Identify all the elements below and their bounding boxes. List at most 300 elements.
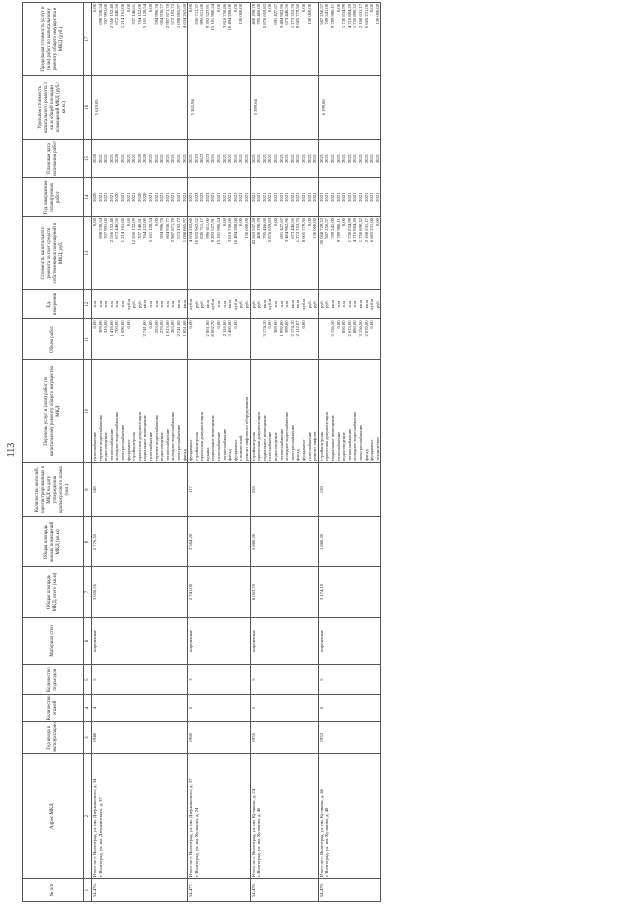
work-name: теплоснабжение xyxy=(346,428,352,461)
work-volume: 1 013,00 xyxy=(164,320,170,337)
column-header: Удельная стоимость капитального ремонта 1 кв.м общей площади помещений МКД (руб./кв.м.) xyxy=(23,75,84,139)
work-name: горячее водоснабжение xyxy=(153,414,159,461)
address-line: Итого по г. Волгоград, ул. им. Дзержинского, д. 34 xyxy=(92,778,97,878)
work-name: газоснабжение xyxy=(216,431,222,461)
work-unit: кв.м xyxy=(181,299,187,309)
work-volume xyxy=(312,320,318,358)
work-date: 2021 xyxy=(295,153,301,164)
work-name: фасад xyxy=(363,449,369,461)
work-name: фасад xyxy=(227,449,233,461)
address-line: г. Волгоград, ул. им. Дзержинского, д. 37 xyxy=(97,797,103,878)
work-limit: 0,00 xyxy=(92,4,97,13)
work-unit: п.м xyxy=(153,300,159,308)
work-year: 2021 xyxy=(289,192,295,202)
work-date: 2021 xyxy=(119,153,125,164)
column-header: Общая площадь жилых помещений МКД (кв.м) xyxy=(23,517,84,567)
work-date: 2021 xyxy=(289,153,295,164)
column-number: 2 xyxy=(84,754,92,879)
work-limit: 0,00 xyxy=(147,4,153,13)
work-volume: 0,00 xyxy=(188,320,194,329)
work-year: 2021 xyxy=(210,192,216,202)
work-limit: 0,00 xyxy=(335,4,341,13)
column-header: Год ввода в эксплуатацию xyxy=(23,722,84,754)
residents-cell: 235 xyxy=(250,462,318,517)
work-name: газоснабжение xyxy=(335,431,341,461)
work-cost: 2 556 152,48 xyxy=(108,218,114,243)
work-unit: п.м xyxy=(97,300,103,308)
work-date: 2021 xyxy=(97,153,103,164)
work-unit: п.м xyxy=(221,300,227,308)
work-cost: 0,00 xyxy=(273,218,278,227)
address-cell xyxy=(188,754,251,879)
works-column xyxy=(318,360,381,462)
column-number: 5 xyxy=(84,665,92,695)
work-cost: 573 192,72 xyxy=(175,218,181,239)
work-unit: п.м xyxy=(352,300,358,308)
work-cost: 0,00 xyxy=(221,218,227,227)
works-column xyxy=(250,319,318,360)
work-year: 2021 xyxy=(357,192,363,202)
work-name: холодное водоснабжение xyxy=(114,411,120,461)
work-year: 2021 xyxy=(244,192,250,202)
work-date: 2021 xyxy=(363,153,369,164)
works-column xyxy=(250,360,318,462)
work-year: 2021 xyxy=(374,192,380,202)
work-volume: 316,00 xyxy=(103,320,109,334)
work-volume: 309,00 xyxy=(97,320,103,334)
work-date: 2021 xyxy=(374,153,380,164)
work-cost: 836 711,17 xyxy=(199,218,205,239)
work-unit: руб. xyxy=(238,300,244,309)
living-area-cell: 5 800,20 xyxy=(250,517,318,567)
work-volume: 850,00 xyxy=(341,320,347,334)
work-cost: 707 991,00 xyxy=(103,218,109,239)
column-number: 6 xyxy=(84,617,92,665)
work-cost: 0,00 xyxy=(306,218,312,227)
work-unit: кв.м xyxy=(289,299,295,309)
work-date: 2021 xyxy=(306,153,312,164)
column-header: Стоимость капитального ремонта за счет средств собственников помещений в МКД, руб. xyxy=(23,217,84,290)
work-year: 2020 xyxy=(136,192,142,202)
work-cost: 4 716 884,20 xyxy=(352,218,358,243)
work-date: 2021 xyxy=(153,153,159,164)
work-name: холодное водоснабжение xyxy=(170,411,176,461)
column-number: 12 xyxy=(84,289,92,319)
work-unit: п.м xyxy=(147,300,153,308)
work-limit: 1 214 161,06 xyxy=(119,4,125,29)
work-volume: 399,00 xyxy=(284,320,290,334)
column-number-row xyxy=(84,3,92,902)
work-date: 2021 xyxy=(108,153,114,164)
work-cost: 673 446,56 xyxy=(289,218,295,239)
work-name: электроснабжение xyxy=(289,424,295,461)
work-date: 2021 xyxy=(238,153,244,164)
work-volume: 2 861,00 xyxy=(204,320,210,337)
work-name: фасад xyxy=(181,449,187,461)
work-unit: кв.м xyxy=(227,299,233,309)
work-volume: 2 174,10 xyxy=(289,320,295,337)
row-number: 54.477. xyxy=(188,879,251,902)
work-unit: руб. xyxy=(324,300,330,309)
work-cost: 795 466,00 xyxy=(261,218,267,239)
work-limit: 15 181 980,54 xyxy=(210,4,216,31)
work-name: теплоснабжение xyxy=(221,428,227,461)
work-cost: 587 250,57 xyxy=(324,218,330,239)
work-year: 2020 xyxy=(114,192,120,202)
work-name: теплоснабжение xyxy=(278,428,284,461)
living-area-cell: 1 860,30 xyxy=(318,517,381,567)
work-date: 2021 xyxy=(125,153,131,164)
work-unit: руб. xyxy=(193,300,199,309)
work-year: 2021 xyxy=(131,192,137,202)
work-limit: 9 392 527,91 xyxy=(204,4,210,29)
work-name: фундамент xyxy=(188,439,194,461)
work-volume: 0,00 xyxy=(232,320,238,329)
work-date: 2021 xyxy=(159,153,165,164)
work-volume: 0,00 xyxy=(267,320,273,329)
work-limit: 10 494 288,00 xyxy=(227,4,233,31)
work-limit: 0,00 xyxy=(216,4,222,13)
work-year: 2021 xyxy=(306,192,312,202)
work-limit: 0,00 xyxy=(267,4,273,13)
work-name: газоснабжение xyxy=(267,431,273,461)
material-cell: кирпичные xyxy=(188,617,251,665)
work-cost: 3 816 750,86 xyxy=(227,218,233,243)
work-unit: руб. xyxy=(244,300,250,309)
entrances-cell: 3 xyxy=(188,665,251,695)
entrances-cell: 5 xyxy=(318,665,381,695)
residents-cell: 120 xyxy=(318,462,381,517)
work-limit: 636 711,37 xyxy=(193,4,199,25)
work-volume: 2 116,00 xyxy=(221,320,227,337)
column-header: Адрес МКД xyxy=(23,754,84,879)
work-date: 2021 xyxy=(170,153,176,164)
work-unit: куб.м xyxy=(300,298,306,310)
column-header: Ед. измерения xyxy=(23,289,84,319)
work-limit: 3 484 982,96 xyxy=(278,4,284,29)
work-unit: п.м xyxy=(108,300,114,308)
total-area-cell: 8 062,70 xyxy=(250,567,318,617)
works-column xyxy=(92,360,188,462)
work-limit: 400 298,78 xyxy=(250,4,256,25)
works-column xyxy=(92,139,188,178)
works-column xyxy=(318,217,381,290)
building-row xyxy=(188,3,251,902)
column-number: 14 xyxy=(84,178,92,217)
work-year: 2021 xyxy=(175,192,181,202)
year-cell: 1955 xyxy=(250,722,318,754)
work-volume: 0,00 xyxy=(147,320,153,329)
work-year: 2021 xyxy=(335,192,341,202)
work-date: 2021 xyxy=(175,153,181,164)
column-number: 17 xyxy=(84,3,92,76)
work-name: стройконтроль xyxy=(193,431,199,461)
work-cost: 996 611,00 xyxy=(204,218,210,239)
work-limit: 337 148,61 xyxy=(131,4,137,25)
material-cell: кирпичные xyxy=(250,617,318,665)
work-limit: 130 000,00 xyxy=(238,4,244,25)
work-year: 2021 xyxy=(119,192,125,202)
column-number: 10 xyxy=(84,360,92,462)
work-unit: п.м xyxy=(119,300,125,308)
work-year: 2021 xyxy=(363,192,369,202)
work-unit: кв.м xyxy=(357,299,363,309)
work-limit: 1 730 834,99 xyxy=(341,4,347,29)
work-unit: кв.м xyxy=(329,299,335,309)
works-column xyxy=(188,3,251,76)
work-name: фундамент xyxy=(300,439,306,461)
work-cost: 15 181 980,54 xyxy=(216,218,222,245)
work-cost: 3 484 982,96 xyxy=(284,218,290,243)
work-unit: руб. xyxy=(374,300,380,309)
repair-plan-table xyxy=(22,2,381,902)
work-cost: 2 168 631,17 xyxy=(363,218,369,243)
work-unit: п.м xyxy=(114,300,120,308)
unit-cost-cell: 5 619,85 xyxy=(92,75,188,139)
works-column xyxy=(188,217,251,290)
work-limit: 130 000,00 xyxy=(374,4,380,25)
work-limit: 673 446,56 xyxy=(284,4,290,25)
total-area-cell: 3 026,55 xyxy=(92,567,188,617)
work-name: горячее водоснабжение xyxy=(97,414,103,461)
work-date: 2021 xyxy=(341,153,347,164)
work-date: 2021 xyxy=(210,153,216,164)
work-unit: п.м xyxy=(284,300,290,308)
work-volume: 2 112,07 xyxy=(295,320,301,337)
work-date: 2021 xyxy=(352,153,358,164)
work-volume: 0,00 xyxy=(125,320,131,329)
work-unit: руб. xyxy=(199,300,205,309)
work-volume: 270,00 xyxy=(159,320,165,334)
year-cell: 1953 xyxy=(318,722,381,754)
work-year: 2021 xyxy=(369,192,375,202)
work-cost: 8 605 779,50 xyxy=(300,218,306,243)
address-line: Итого по г. Волгоград, ул. им. Кутякова, д. 46 xyxy=(318,789,324,878)
column-header: Количество жителей, зарегистрированных в МКД на дату утверждения краткосрочного плана (чел.) xyxy=(23,462,84,517)
work-limit: 4 716 884,20 xyxy=(346,4,352,29)
work-name: теплоснабжение xyxy=(108,428,114,461)
address-cell xyxy=(318,754,381,879)
work-name: ремонт лифтового оборудования xyxy=(244,397,250,461)
column-header: Плановая дата окончания работ xyxy=(23,139,84,178)
work-cost: 16 855 962,52 xyxy=(193,218,199,245)
work-year: 2021 xyxy=(273,192,278,202)
work-cost: 672 446,56 xyxy=(114,218,120,239)
work-limit: 896 611,00 xyxy=(199,4,205,25)
work-cost: 1 214 161,06 xyxy=(119,218,125,243)
work-name: подвальное помещение xyxy=(210,415,216,461)
work-limit: 0,00 xyxy=(232,4,238,13)
address-line: г. Волгоград, ул. им. Кутякова, д. 46 xyxy=(256,807,262,878)
work-date: 2021 xyxy=(232,153,238,164)
unit-cost-cell: 5 399,64 xyxy=(250,75,318,139)
works-column xyxy=(318,178,381,217)
work-cost: 1 098 865,97 xyxy=(181,218,187,243)
column-number: 7 xyxy=(84,567,92,617)
entrances-cell: 5 xyxy=(250,665,318,695)
work-cost: 10 494 288,00 xyxy=(232,218,238,245)
work-unit: кв.м xyxy=(204,299,210,309)
work-date: 2021 xyxy=(346,153,352,164)
work-year: 2021 xyxy=(267,192,273,202)
address-cell xyxy=(250,754,318,879)
work-date: 2021 xyxy=(244,153,250,164)
work-cost: 400 298,78 xyxy=(256,218,262,239)
work-unit: куб.м xyxy=(267,298,273,310)
work-limit: 0,00 xyxy=(125,4,131,13)
work-limit: 789 541,00 xyxy=(324,4,330,25)
work-year: 2021 xyxy=(181,192,187,202)
work-unit: куб.м xyxy=(125,298,131,310)
header-row xyxy=(23,3,84,902)
work-unit: кв.м xyxy=(295,299,301,309)
work-limit: 9 709 980,11 xyxy=(329,4,335,28)
floors-cell: 5 xyxy=(250,694,318,721)
work-limit: 795 466,00 xyxy=(256,4,262,25)
work-volume xyxy=(375,320,381,358)
material-cell: кирпичные xyxy=(318,617,381,665)
work-year: 2021 xyxy=(318,192,324,202)
works-column xyxy=(250,217,318,290)
work-year: 2021 xyxy=(103,192,109,202)
work-year: 2021 xyxy=(278,192,284,202)
work-volume: 3 156,50 xyxy=(329,320,335,337)
total-area-cell: 3 174,10 xyxy=(318,567,381,617)
works-column xyxy=(250,178,318,217)
work-volume: 309,00 xyxy=(273,320,278,334)
column-header: Перечень услуг и (или) работ по капитальному ремонту общего имущества МКД xyxy=(23,360,84,462)
work-name: водоотведение xyxy=(103,432,109,461)
floors-cell: 5 xyxy=(188,694,251,721)
work-limit xyxy=(244,4,250,74)
work-cost: 130 000,00 xyxy=(244,218,250,239)
work-unit: куб.м xyxy=(369,298,375,310)
work-unit: кв.м xyxy=(363,299,369,309)
works-column xyxy=(318,3,381,76)
work-unit: п.м xyxy=(103,300,109,308)
work-name: проектная документация xyxy=(199,412,205,461)
works-column xyxy=(188,289,251,319)
works-column xyxy=(188,319,251,360)
work-volume: 0,00 xyxy=(300,320,306,329)
work-date: 2021 xyxy=(164,153,170,164)
building-row xyxy=(318,3,381,902)
work-limit: 0,00 xyxy=(300,4,306,13)
work-limit: 587 250,57 xyxy=(318,4,324,25)
work-cost: 5 876 659,83 xyxy=(267,218,273,243)
residents-cell: 145 xyxy=(92,462,188,517)
row-number: 54.478. xyxy=(250,879,318,902)
total-area-cell: 2 741,00 xyxy=(188,567,251,617)
column-number: 4 xyxy=(84,694,92,721)
work-name: проектная документация xyxy=(324,412,330,461)
works-column xyxy=(188,178,251,217)
work-volume: 880,00 xyxy=(352,320,358,334)
work-cost: 12 350 132,09 xyxy=(131,218,137,245)
work-unit: руб. xyxy=(250,300,256,309)
work-cost: 337 148,61 xyxy=(136,218,142,239)
work-year: 2021 xyxy=(147,192,153,202)
work-limit: 0,00 xyxy=(188,4,194,13)
works-column xyxy=(188,360,251,462)
column-header: Материал стен xyxy=(23,617,84,665)
work-date: 2021 xyxy=(278,153,284,164)
work-volume: 2 741,00 xyxy=(175,320,181,337)
work-limit: 1 098 865,97 xyxy=(175,4,181,29)
work-limit: 1 273 353,70 xyxy=(289,4,295,29)
work-name: газоснабжение xyxy=(306,431,312,461)
work-cost: 2 987 871,78 xyxy=(170,218,176,243)
work-name: фундамент xyxy=(125,439,131,461)
works-column xyxy=(92,3,188,76)
work-cost: 0,00 xyxy=(374,218,380,227)
work-name: стоимостной xyxy=(238,435,244,461)
work-limit: 672 446,56 xyxy=(114,4,120,25)
work-date: 2021 xyxy=(188,153,194,164)
work-unit: п.м xyxy=(159,300,165,308)
work-volume: 3 174,10 xyxy=(261,320,267,337)
work-name: электроснабжение xyxy=(175,424,181,461)
work-cost: 43 563 537,28 xyxy=(250,218,256,245)
work-limit: 5 161 128,54 xyxy=(142,4,148,29)
work-year: 2023 xyxy=(193,192,199,202)
work-unit: п.м xyxy=(216,300,222,308)
work-limit: 604 936,77 xyxy=(159,4,165,25)
work-year: 2020 xyxy=(142,192,148,202)
work-cost: 1 750 890,32 xyxy=(357,218,363,243)
work-unit: п.м xyxy=(346,300,352,308)
address-cell xyxy=(92,754,188,879)
work-date: 2021 xyxy=(312,153,318,164)
work-date: 2021 xyxy=(131,153,137,164)
address-line: г. Волгоград, ул. им. Кутякова, д. 48 xyxy=(324,807,330,878)
work-name: водоотведение xyxy=(341,432,347,461)
work-date: 2021 xyxy=(324,153,330,164)
work-volume: 2 070,00 xyxy=(363,320,369,337)
work-cost: 0,00 xyxy=(153,218,159,227)
work-year: 2021 xyxy=(295,192,301,202)
work-cost: 9 392 527,91 xyxy=(210,218,216,243)
work-volume: 253,00 xyxy=(153,320,159,334)
work-date: 2021 xyxy=(369,153,375,164)
address-line: Итого по г. Волгоград, ул. им. Кутякова, д. 24 xyxy=(250,789,256,878)
work-volume: 3 460,00 xyxy=(227,320,233,337)
work-limit: 698 338,54 xyxy=(97,4,103,25)
living-area-cell: 2 776,55 xyxy=(92,517,188,567)
building-row xyxy=(92,3,188,902)
work-year: 2021 xyxy=(153,192,159,202)
work-volume: 0,00 xyxy=(92,320,97,329)
work-cost: 0,00 xyxy=(341,218,347,227)
column-header: Предельная стоимость услуг и (или) работ по капитальному ремонту общего имущества в МКД (руб.) xyxy=(23,3,84,76)
work-volume: 0,00 xyxy=(369,320,375,329)
work-unit: кв.м xyxy=(175,299,181,309)
work-volume: 1 690,00 xyxy=(119,320,125,337)
row-number: 54.476. xyxy=(92,879,188,902)
work-cost: 0,00 xyxy=(125,218,131,227)
work-limit: 2 556 152,48 xyxy=(108,4,114,29)
work-name: фундамент xyxy=(369,439,375,461)
work-unit: руб. xyxy=(312,300,318,309)
work-date: 2021 xyxy=(329,153,335,164)
work-year: 2021 xyxy=(232,192,238,202)
living-area-cell: 2 504,20 xyxy=(188,517,251,567)
work-year: 2021 xyxy=(159,192,165,202)
works-column xyxy=(250,289,318,319)
work-volume: 0,00 xyxy=(335,320,341,329)
work-date: 2021 xyxy=(267,153,273,164)
work-unit: куб.м xyxy=(188,298,194,310)
